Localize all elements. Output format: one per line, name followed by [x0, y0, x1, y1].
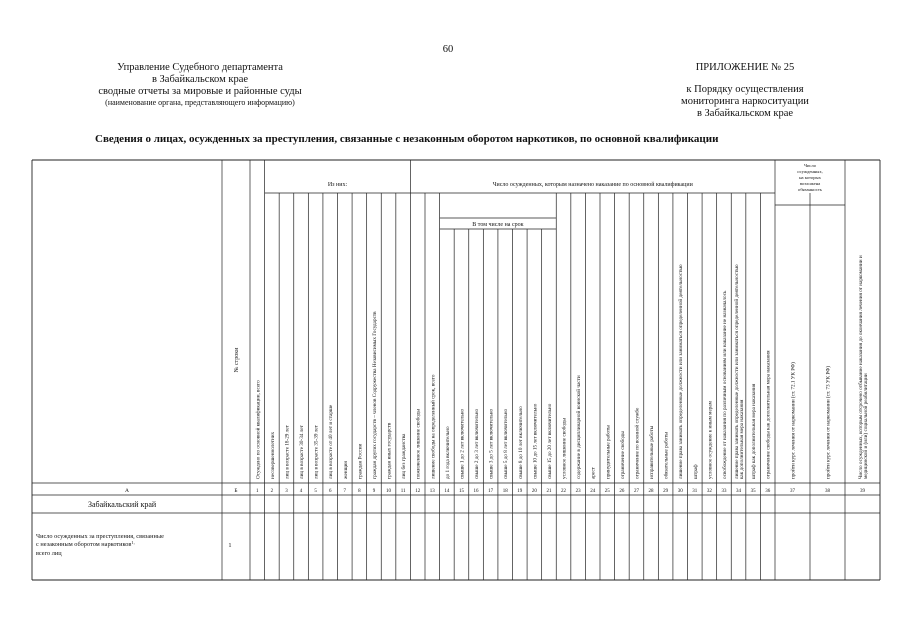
num-cell-8: 8: [358, 489, 361, 494]
num-cell-34: 34: [736, 489, 742, 494]
num-cell-17: 17: [488, 489, 494, 494]
num-cell-4: 4: [299, 489, 303, 494]
num-cell-2: 2: [270, 489, 274, 494]
row1-footnote: 1,: [131, 540, 135, 545]
appendix-line-3: в Забайкальском крае: [696, 108, 794, 119]
col-header-29: обязательные работы: [663, 432, 670, 479]
col-header-26: ограничение свободы: [619, 431, 626, 479]
col-header-37: пройти курс лечения от наркомании (ст. 72.1 УК РФ): [790, 362, 797, 479]
num-cell-10: 10: [386, 489, 392, 494]
num-cell-14: 14: [444, 489, 450, 494]
group-obligation-label: осужденных,: [797, 169, 823, 174]
appendix-line-1: к Порядку осуществления: [686, 84, 804, 95]
group-obligation-label: возложена: [799, 181, 821, 186]
col-header-14: до 1 года включительно: [444, 426, 451, 479]
col-header-15: свыше 1 до 2 лет включительно: [459, 408, 466, 479]
num-cell-9: 9: [372, 489, 376, 494]
col-header-2: несовершеннолетних: [269, 431, 276, 479]
num-cell-6: 6: [328, 489, 332, 494]
col-header-9: граждан других государств – членов Содружества Независимых Государств: [371, 311, 378, 479]
num-cell-36: 36: [765, 489, 771, 494]
col-header-17: свыше 3 до 5 лет включительно: [488, 408, 495, 479]
num-cell-33: 33: [721, 489, 727, 494]
col-header-27: ограничение по военной службе: [634, 407, 641, 479]
num-cell-39: 39: [860, 489, 865, 494]
num-cell-37: 37: [790, 489, 795, 494]
num-cell-28: 28: [648, 489, 654, 494]
col-header-39: медицинской и (или) социальной реабилитации: [863, 373, 870, 479]
num-cell-25: 25: [604, 489, 610, 494]
num-cell-19: 19: [517, 489, 523, 494]
col-header-3: лиц в возрасте 18-29 лет: [284, 425, 291, 479]
col-header-10: граждан иных государств: [386, 422, 393, 479]
col-header-30: лишение права занимать определенные должности или заниматься определенной деятельностью: [678, 264, 685, 479]
col-header-19: свыше 8 до 10 лет включительно: [517, 406, 524, 479]
num-cell-30: 30: [677, 489, 683, 494]
group-term-label: В том числе на срок: [472, 222, 524, 228]
col-header-18: свыше 5 до 8 лет включительно: [503, 408, 510, 479]
col-header-31: штраф: [692, 464, 699, 479]
group-obligation-label: на которых: [799, 175, 821, 180]
org-line-2: в Забайкальском крае: [151, 74, 249, 85]
col-header-4: лиц в возрасте 30-34 лет: [299, 425, 306, 479]
num-cell-32: 32: [706, 489, 712, 494]
col-header-7: женщин: [342, 460, 349, 479]
col-header-23: содержание в дисциплинарной воинской части: [576, 375, 583, 479]
page-number: 60: [442, 44, 454, 55]
group-obligation-label: обязанность: [798, 187, 822, 192]
col-header-34: как дополнительная мера наказания: [739, 399, 746, 479]
num-cell-35: 35: [750, 489, 756, 494]
num-cell-22: 22: [561, 489, 567, 494]
num-cell-15: 15: [458, 489, 464, 494]
col-header-32: условное осуждение к иным мерам: [707, 401, 714, 479]
col-header-21: свыше 15 до 20 лет включительно: [546, 403, 553, 479]
col-header-1: Осуждено по основной квалификации, всего: [255, 380, 262, 479]
num-cell-B: Б: [234, 488, 238, 494]
num-cell-18: 18: [502, 489, 508, 494]
col-header-39: Число осужденных, которым отсрочено отбывание наказания до окончания лечения от наркомании и: [857, 255, 864, 479]
group-punishment-label: Число осужденных, которым назначено наказание по основной квалификации: [492, 182, 693, 188]
num-cell-3: 3: [285, 489, 288, 494]
num-cell-11: 11: [400, 489, 406, 494]
col-header-25: принудительные работы: [605, 425, 612, 479]
region-label: Забайкальский край: [88, 500, 157, 509]
col-header-36: ограничение свободы как дополнительная мера наказания: [765, 350, 772, 479]
col-header-8: граждан России: [357, 443, 364, 479]
org-line-3: сводные отчеты за мировые и районные суды: [98, 86, 302, 97]
col-header-35: штраф как дополнительная мера наказания: [751, 383, 758, 479]
col-header-22: условное лишение свободы: [561, 418, 568, 479]
row1-label-line3: всего лиц: [36, 550, 62, 557]
row1-number: 1: [228, 542, 232, 549]
row1-label-line1: Число осужденных за преступления, связанные: [36, 533, 164, 540]
num-cell-26: 26: [619, 489, 625, 494]
num-cell-7: 7: [343, 489, 347, 494]
col-header-28: исправительные работы: [649, 425, 656, 479]
num-cell-5: 5: [314, 489, 317, 494]
col-header-5: лиц в возрасте 35-39 лет: [313, 425, 320, 479]
num-cell-38: 38: [825, 489, 830, 494]
col-header-13: лишение свободы на определенный срок, всего: [430, 374, 437, 479]
num-cell-16: 16: [473, 489, 479, 494]
row1-label-line2: с незаконным оборотом наркотиков$^{1,}$: [36, 540, 135, 548]
num-cell-1: 1: [256, 489, 259, 494]
num-cell-29: 29: [663, 489, 669, 494]
num-cell-31: 31: [692, 489, 698, 494]
col-header-row-no: № строки: [234, 347, 240, 373]
num-cell-20: 20: [531, 489, 537, 494]
document-title: Сведения о лицах, осужденных за преступления, связанные с незаконным оборотом наркотиков, по основной квалификации: [95, 133, 719, 145]
col-header-6: лиц в возрасте от 40 лет и старше: [328, 404, 335, 479]
num-cell-21: 21: [546, 489, 552, 494]
col-header-16: свыше 2 до 3 лет включительно: [474, 408, 481, 479]
org-caption: (наименование органа, представляющего информацию): [105, 98, 295, 107]
col-header-12: пожизненное лишение свободы: [415, 409, 422, 479]
num-cell-A: А: [125, 488, 129, 494]
group-obligation-label: Число: [803, 163, 817, 168]
num-cell-27: 27: [633, 489, 639, 494]
col-header-20: свыше 10 до 15 лет включительно: [532, 403, 539, 479]
num-cell-12: 12: [415, 489, 421, 494]
org-line-1: Управление Судебного департамента: [117, 62, 283, 73]
num-cell-23: 23: [575, 489, 581, 494]
col-header-24: арест: [590, 467, 597, 479]
col-header-33: освобождение от наказания по различным основаниям или наказание не назначалось: [721, 290, 728, 479]
appendix-title: ПРИЛОЖЕНИЕ № 25: [695, 62, 795, 73]
col-header-34: лишение права занимать определенные должности или заниматься определенной деятельностью: [733, 264, 740, 479]
col-header-11: лиц без гражданства: [401, 433, 408, 479]
group-them-label: Из них:: [327, 182, 348, 188]
num-cell-13: 13: [429, 489, 435, 494]
col-header-38: пройти курс лечения от наркомании (ст. 73 УК РФ): [825, 366, 832, 479]
appendix-line-2: мониторинга наркоситуации: [681, 96, 809, 107]
num-cell-24: 24: [590, 489, 596, 494]
